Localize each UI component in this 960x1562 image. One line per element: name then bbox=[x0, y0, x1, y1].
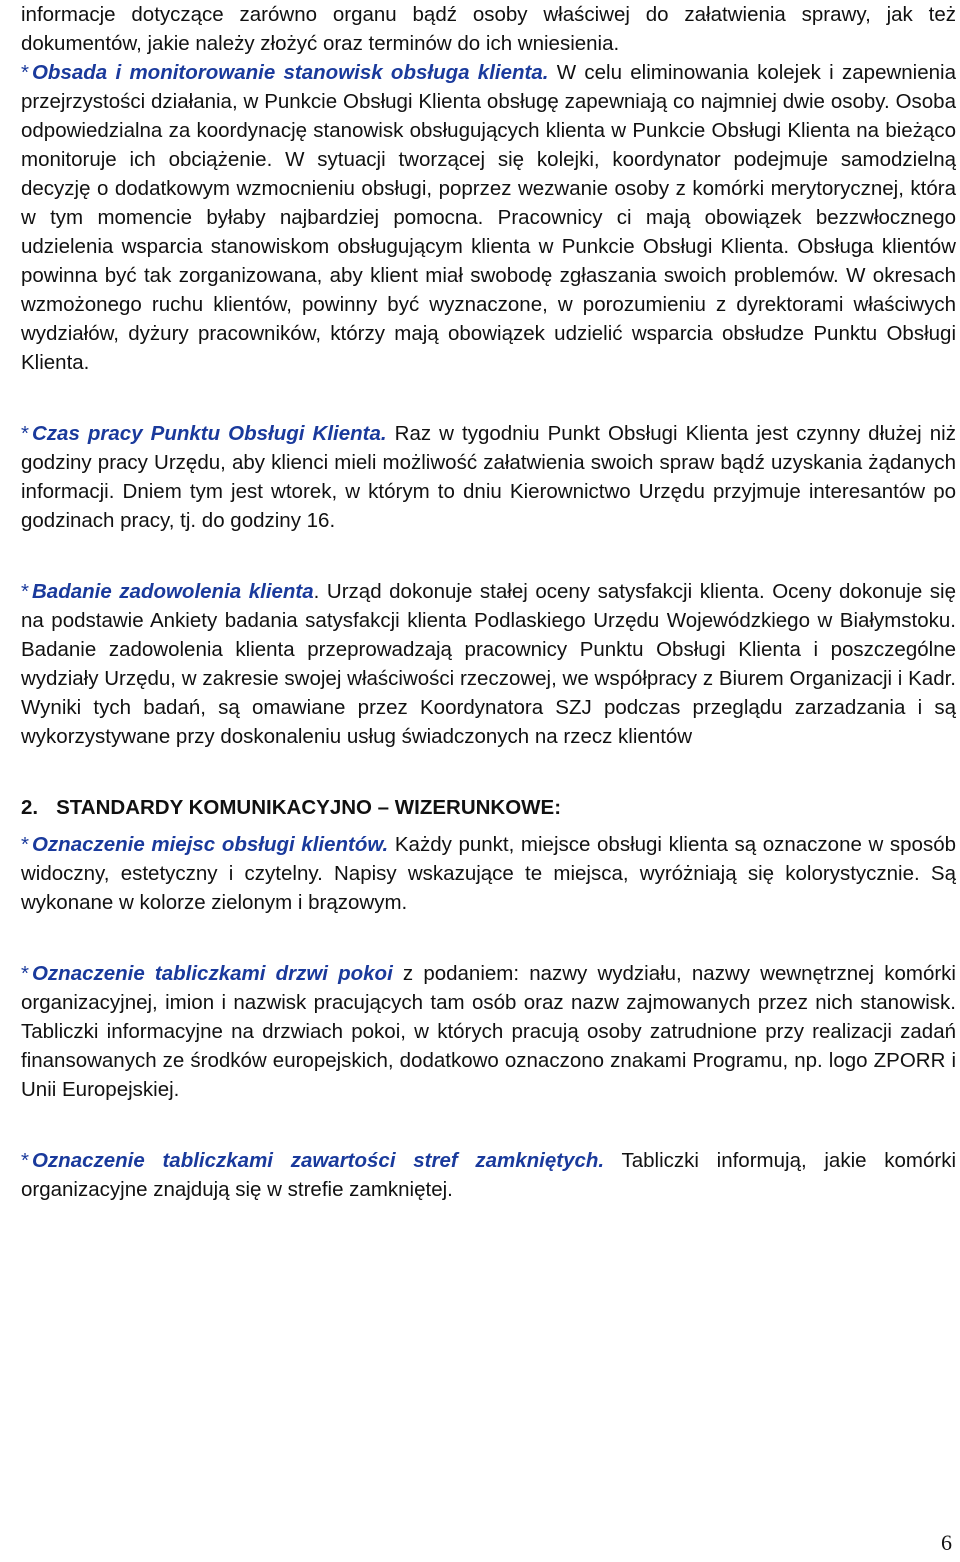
section-czas bbox=[21, 419, 956, 535]
bullet-star-icon: * bbox=[21, 962, 29, 985]
heading-number: 2. bbox=[21, 796, 39, 819]
bullet-star-icon: * bbox=[21, 833, 29, 856]
section-czas-lead: Czas pracy Punktu Obsługi Klienta. bbox=[31, 422, 387, 445]
section-tabliczki-drzwi-body: z podaniem: nazwy wydziału, nazwy wewnętrznej komórki organizacyjnej, imion i nazwisk pracujących tam osób oraz nazw zajmowanych przez nich stanowisk. Tabliczki informacyjne na drzwiach pokoi, w których pracują osoby zatrudnione przy realizacji zadań finansowanych ze środków europejskich, dodatkowo oznaczono znakami Programu, np. logo ZPORR i Unii Europejskiej. bbox=[21, 962, 956, 1101]
bullet-star-icon: * bbox=[21, 1149, 29, 1172]
spacer bbox=[21, 822, 956, 830]
section-badanie-body: . Urząd dokonuje stałej oceny satysfakcji klienta. Oceny dokonuje się na podstawie Ankiety badania satysfakcji klienta Podlaskiego Urzędu Wojewódzkiego w Białymstoku. Badanie zadowolenia klienta przeprowadzają pracownicy Punktu Obsługi Klienta i poszczególne wydziały Urzędu, w zakresie swojej właściwości rzeczowej, we współpracy z Biurem Organizacji i Kadr. Wyniki tych badań, są omawiane przez Koordynatora SZJ podczas przeglądu zarzadzania i są wykorzystywane przy doskonaleniu usług świadczonych na rzecz klientów bbox=[21, 580, 956, 748]
spacer bbox=[21, 535, 956, 577]
section-oznaczenie-miejsc bbox=[21, 830, 956, 917]
document-page bbox=[21, 0, 956, 1204]
bullet-star-icon: * bbox=[21, 580, 29, 603]
spacer bbox=[21, 377, 956, 419]
section-tabliczki-drzwi-lead: Oznaczenie tabliczkami drzwi pokoi bbox=[31, 962, 393, 985]
section-obsada bbox=[21, 58, 956, 377]
section-tabliczki-stref-body: Tabliczki informują, jakie komórki organizacyjne znajdują się w strefie zamkniętej. bbox=[21, 1149, 957, 1201]
section-tabliczki-stref bbox=[21, 1146, 956, 1204]
section-obsada-lead: Obsada i monitorowanie stanowisk obsługa klienta. bbox=[31, 61, 549, 84]
section-badanie-lead: Badanie zadowolenia klienta bbox=[31, 580, 314, 603]
bullet-star-icon: * bbox=[21, 61, 29, 84]
page-number: 6 bbox=[941, 1530, 952, 1555]
bullet-star-icon: * bbox=[21, 422, 29, 445]
heading-title: STANDARDY KOMUNIKACYJNO – WIZERUNKOWE: bbox=[56, 796, 562, 819]
section-oznaczenie-miejsc-lead: Oznaczenie miejsc obsługi klientów. bbox=[31, 833, 389, 856]
section-czas-body: Raz w tygodniu Punkt Obsługi Klienta jest czynny dłużej niż godziny pracy Urzędu, aby klienci mieli możliwość załatwienia swoich spraw bądź uzyskania żądanych informacji. Dniem tym jest wtorek, w którym to dniu Kierownictwo Urzędu przyjmuje interesantów po godzinach pracy, tj. do godziny 16. bbox=[21, 422, 956, 532]
section-tabliczki-drzwi bbox=[21, 959, 956, 1104]
spacer bbox=[21, 1104, 956, 1146]
spacer bbox=[21, 917, 956, 959]
intro-text: informacje dotyczące zarówno organu bądź osoby właściwej do załatwienia sprawy, jak też dokumentów, jakie należy złożyć oraz terminów do ich wniesienia. bbox=[21, 3, 956, 55]
section-tabliczki-stref-lead: Oznaczenie tabliczkami zawartości stref zamkniętych. bbox=[31, 1149, 605, 1172]
spacer bbox=[21, 751, 956, 793]
section-heading bbox=[21, 793, 956, 822]
section-obsada-body: W celu eliminowania kolejek i zapewnienia przejrzystości działania, w Punkcie Obsługi Klienta obsługę zapewniają co najmniej dwie osoby. Osoba odpowiedzialna za koordynację stanowisk obsługujących klienta w Punkcie Obsługi Klienta na bieżąco monitoruje ich obciążenie. W sytuacji tworzącej się kolejki, koordynator podejmuje samodzielną decyzję o dodatkowym wzmocnieniu obsługi, poprzez wezwanie osoby z komórki merytorycznej, która w tym momencie byłaby najbardziej pomocna. Pracownicy ci mają obowiązek bezzwłocznego udzielenia wsparcia stanowiskom obsługującym klienta w Punkcie Obsługi Klienta. Obsługa klientów powinna być tak zorganizowana, aby klient miał swobodę zgłaszania swoich problemów. W okresach wzmożonego ruchu klientów, powinny być wyznaczone, w porozumieniu z dyrektorami właściwych wydziałów, dyżury pracowników, którzy mają obowiązek udzielić wsparcia obsłudze Punktu Obsługi Klienta. bbox=[21, 61, 956, 374]
section-oznaczenie-miejsc-body: Każdy punkt, miejsce obsługi klienta są oznaczone w sposób widoczny, estetyczny i czytelny. Napisy wskazujące te miejsca, wyróżniają się kolorystycznie. Są wykonane w kolorze zielonym i brązowym. bbox=[21, 833, 956, 914]
section-badanie bbox=[21, 577, 956, 751]
intro-paragraph bbox=[21, 0, 956, 58]
